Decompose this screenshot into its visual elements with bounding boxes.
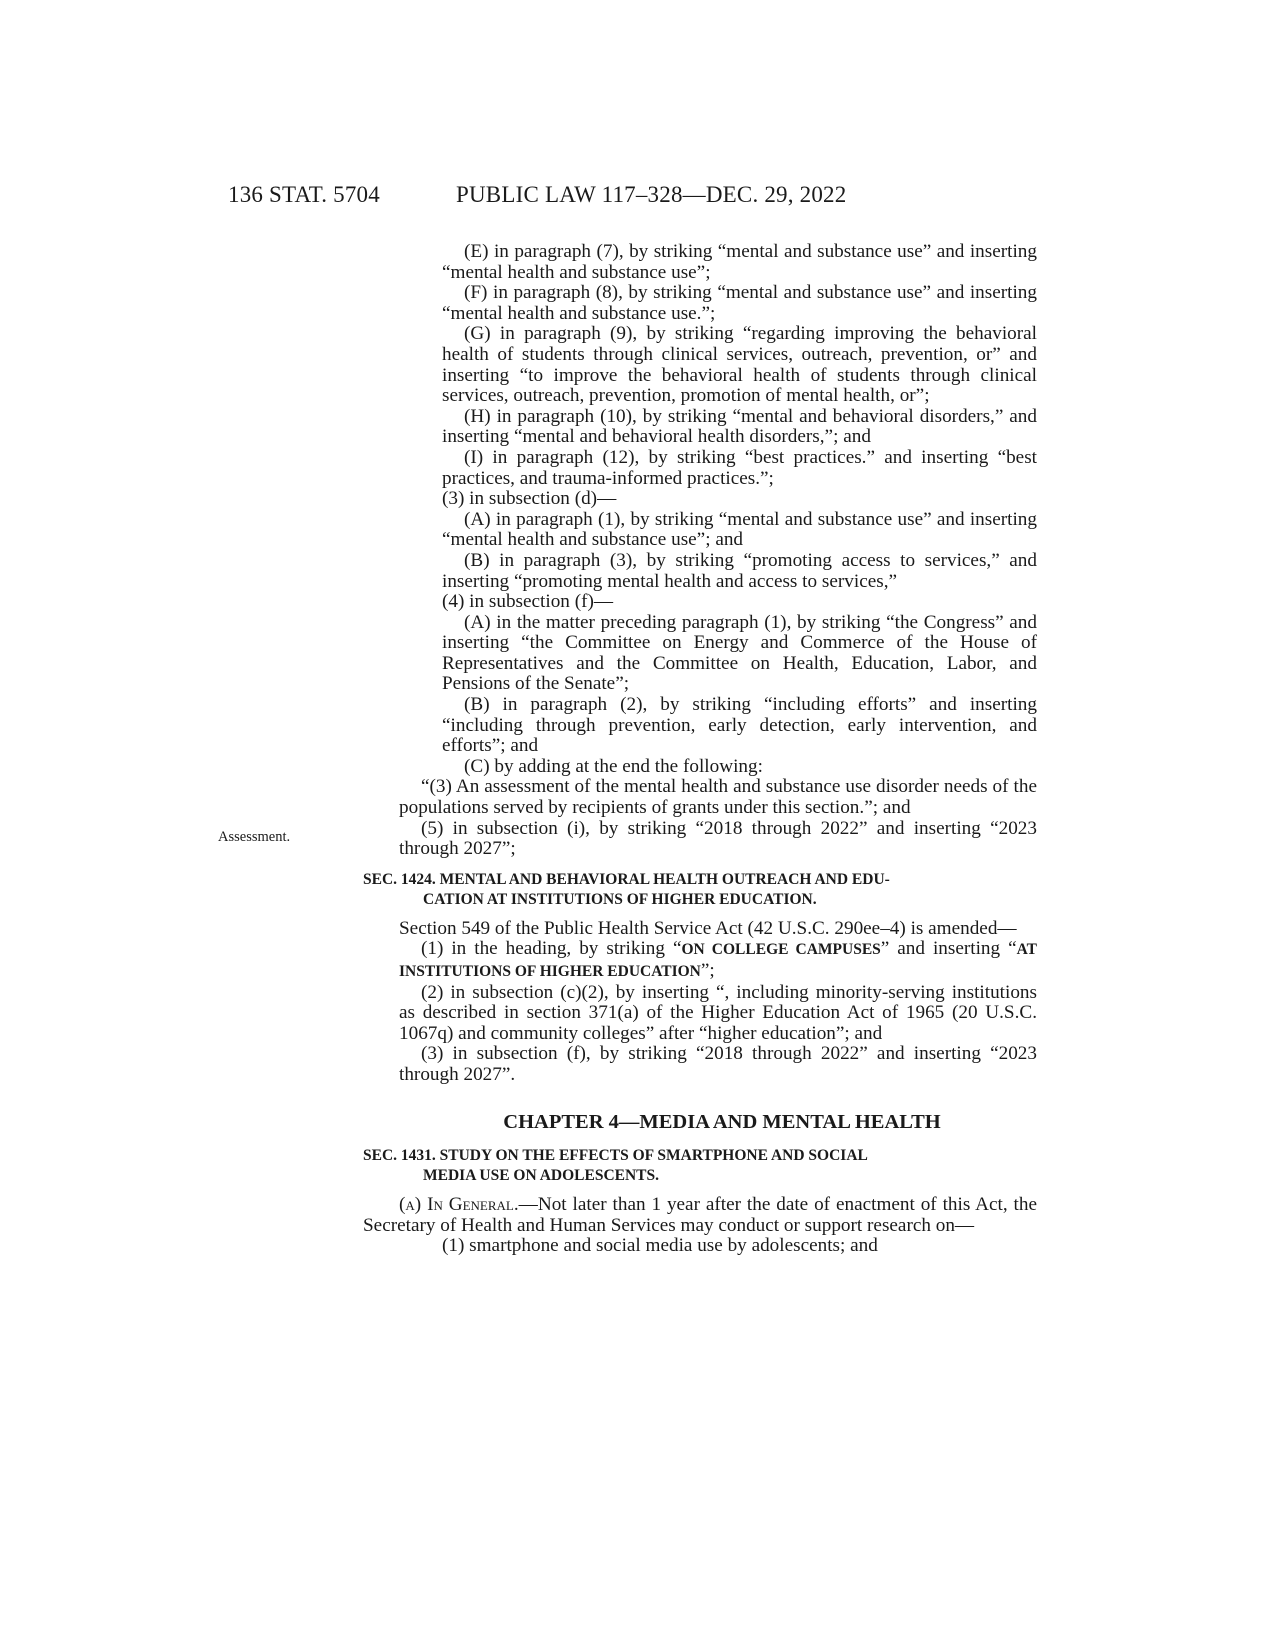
document-body [363,241,1038,1257]
amendment-d-a: (A) in paragraph (1), by striking “mental and substance use” and inserting “mental health and substance use”; and [442,508,1037,551]
amendment-h: (H) in paragraph (10), by striking “mental and behavioral disorders,” and inserting “mental and behavioral health disorders,”; and [442,405,1037,448]
running-head: PUBLIC LAW 117–328—DEC. 29, 2022 [456,182,847,207]
amendment-e: (E) in paragraph (7), by striking “mental and substance use” and inserting “mental health and substance use”; [442,241,1037,283]
section-1431-heading-line2: MEDIA USE ON ADOLESCENTS. [423,1167,660,1185]
quoted-paragraph-3: “(3) An assessment of the mental health and substance use disorder needs of the populations served by recipients of grants under this section.”; and [399,776,1037,819]
amendment-f: (F) in paragraph (8), by striking “mental and substance use” and inserting “mental health and substance use.”; [442,282,1037,324]
section-1431-heading-line1: SEC. 1431. STUDY ON THE EFFECTS OF SMARTPHONE AND SOCIAL [363,1147,868,1165]
section-1431-heading [363,1146,1008,1186]
section-1424-item-3: (3) in subsection (f), by striking “2018 through 2022” and inserting “2023 through 2027”. [399,1043,1037,1085]
section-1424-heading-line2: CATION AT INSTITUTIONS OF HIGHER EDUCATION. [423,890,817,908]
amendment-g: (G) in paragraph (9), by striking “regarding improving the behavioral health of students through clinical services, outreach, prevention, or” and inserting “to improve the behavioral health of students through clinical services, outreach, prevention, promotion of mental health, or”; [442,323,1037,407]
section-1424-item-1 [399,939,1037,982]
page-number: 136 STAT. 5704 [228,182,380,207]
section-1431-subsection-a [363,1195,1037,1236]
subsection-a-label: (a) In General. [399,1194,519,1216]
subsection-d-amendments [442,510,1037,592]
margin-note-assessment: Assessment. [218,829,291,845]
item-5-subsection-i: (5) in subsection (i), by striking “2018 through 2022” and inserting “2023 through 2027”; [399,817,1037,860]
subsection-c-amendments [442,242,1037,489]
section-1424-heading-line1: SEC. 1424. MENTAL AND BEHAVIORAL HEALTH OUTREACH AND EDU- [363,870,890,888]
item-4-subsection-f: (4) in subsection (f)— [442,591,614,613]
chapter-4-heading: CHAPTER 4—MEDIA AND MENTAL HEALTH [503,1110,941,1133]
item-3-subsection-d: (3) in subsection (d)— [442,488,617,510]
subsection-a-text: —Not later than 1 year after the date of enactment of this Act, the Secretary of Health and Human Services may conduct or support research on— [363,1194,1037,1236]
section-1424-intro: Section 549 of the Public Health Service Act (42 U.S.C. 290ee–4) is amended— [399,917,1017,939]
item-1-struck-heading: ON COLLEGE CAMPUSES [681,941,881,959]
item-1-inserted-heading: AT INSTITUTIONS OF HIGHER EDUCATION [399,941,1038,980]
section-1424-item-2: (2) in subsection (c)(2), by inserting “, including minority-serving institutions as described in section 371(a) of the Higher Education Act of 1965 (20 U.S.C. 1067q) and community colleges” after “higher education”; and [399,981,1037,1044]
amendment-f-a: (A) in the matter preceding paragraph (1), by striking “the Congress” and inserting “the Committee on Energy and Commerce of the House of Representatives and the Committee on Health, Education, Labor, and Pensions of the Senate”; [442,611,1037,695]
section-1431-item-1: (1) smartphone and social media use by adolescents; and [442,1235,878,1257]
amendment-f-c: (C) by adding at the end the following: [464,755,763,777]
amendment-i: (I) in paragraph (12), by striking “best practices.” and inserting “best practices, and trauma-informed practices.”; [442,446,1037,489]
section-1424-heading [363,870,1008,910]
section-1424-items [399,939,1037,1085]
item-1-text-a: (1) in the heading, by striking “ [421,938,682,960]
amendment-f-b: (B) in paragraph (2), by striking “including efforts” and inserting “including through prevention, early detection, early intervention, and efforts”; and [442,694,1037,757]
item-1-text-c: ” and inserting “ [880,938,1017,960]
amendment-d-b: (B) in paragraph (3), by striking “promoting access to services,” and inserting “promoting mental health and access to services,” [442,549,1037,592]
item-1-text-e: ”; [700,960,715,981]
subsection-f-amendments [442,613,1037,778]
